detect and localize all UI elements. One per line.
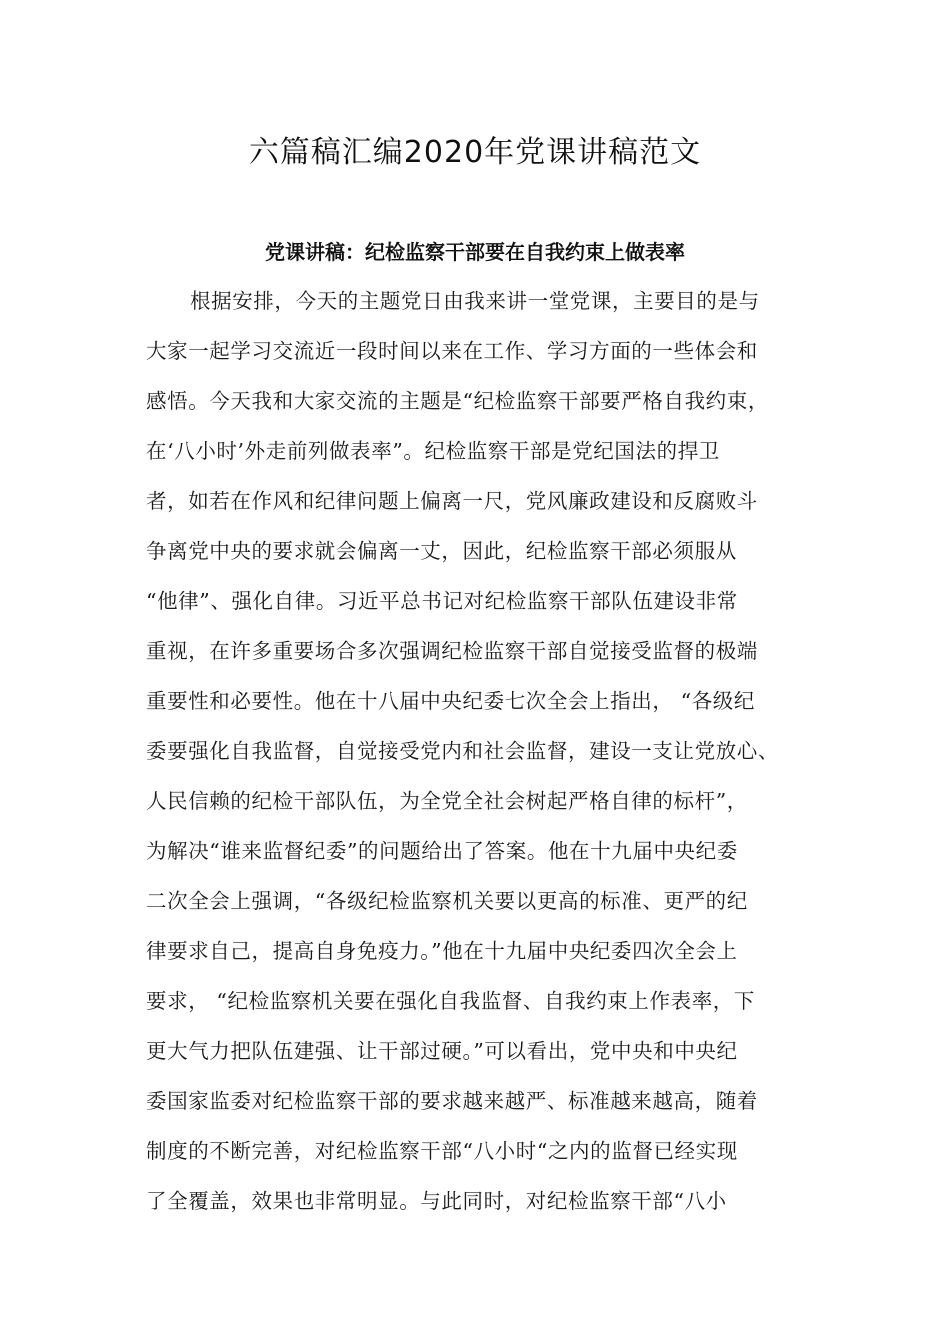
body-line: 为解决“谁来监督纪委”的问题给出了答案。他在十九届中央纪委 — [146, 839, 738, 863]
body-line: 委要强化自我监督，自觉接受党内和社会监督，建设一支让党放心、 — [146, 739, 779, 763]
body-line: 争离党中央的要求就会偏离一丈，因此，纪检监察干部必须服从 — [146, 539, 737, 563]
body-line: 根据安排，今天的主题党日由我来讲一堂党课，主要目的是与 — [190, 289, 760, 313]
body-line: 更大气力把队伍建强、让干部过硬。”可以看出，党中央和中央纪 — [146, 1039, 738, 1063]
body-paragraph — [146, 283, 806, 1233]
body-line: 了全覆盖，效果也非常明显。与此同时，对纪检监察干部“八小 — [146, 1189, 727, 1213]
body-line: 在‘八小时’外走前列做表率”。纪检监察干部是党纪国法的捍卫 — [146, 439, 720, 463]
body-line: 重要性和必要性。他在十八届中央纪委七次全会上指出， “各级纪 — [146, 689, 755, 713]
body-line: 重视，在许多重要场合多次强调纪检监察干部自觉接受监督的极端 — [146, 639, 758, 663]
body-line: 大家一起学习交流近一段时间以来在工作、学习方面的一些体会和 — [146, 339, 758, 363]
body-line: 委国家监委对纪检监察干部的要求越来越严、标准越来越高，随着 — [146, 1089, 758, 1113]
body-line: 感悟。今天我和大家交流的主题是“纪检监察干部要严格自我约束， — [146, 389, 769, 413]
body-line: 人民信赖的纪检干部队伍，为全党全社会树起严格自律的标杆”， — [146, 789, 748, 813]
body-line: 二次全会上强调，“各级纪检监察机关要以更高的标准、更严的纪 — [146, 889, 748, 913]
body-line: 律要求自己，提高自身免疫力。”他在十九届中央纪委四次全会上 — [146, 939, 738, 963]
body-line: 要求， “纪检监察机关要在强化自我监督、自我约束上作表率，下 — [146, 989, 755, 1013]
body-line: 制度的不断完善，对纪检监察干部“八小时“之内的监督已经实现 — [146, 1139, 738, 1163]
body-line: “他律”、强化自律。习近平总书记对纪检监察干部队伍建设非常 — [146, 589, 738, 613]
document-title: 六篇稿汇编2020年党课讲稿范文 — [248, 135, 702, 170]
body-line: 者，如若在作风和纪律问题上偏离一尺，党风廉政建设和反腐败斗 — [146, 489, 758, 513]
section-heading: 党课讲稿：纪检监察干部要在自我约束上做表率 — [265, 240, 685, 264]
